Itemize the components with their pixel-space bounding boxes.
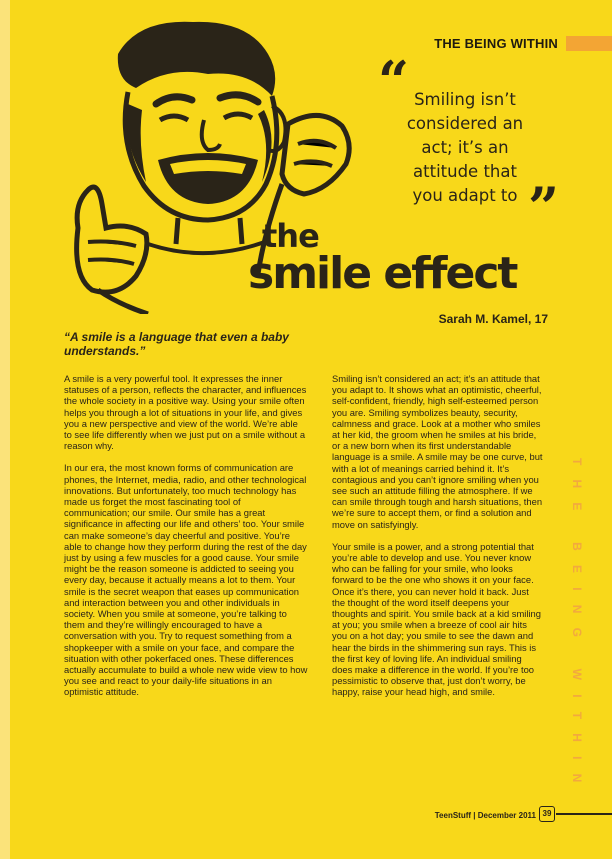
pull-quote: Smiling isn’t considered an act; it’s an attitude that you adapt to — [406, 90, 524, 205]
paragraph: Your smile is a power, and a strong potential that you’re able to develop and use. You never know who can be falling for your smile, who looks forward to be the one who shows it on your face. Once it’s there, you can never hold it back. Just the thought of the word itself deepens your thoughts and spirit. You smile back at a kid smiling at you; you smile when a breeze of cool air hits you on a hot day; you smile to see the dawn and hear the birds in the shimmering sun rays. This is the first key of loving life. An individual smiling does make a difference in the world. If you’re too pessimistic to observe that, just don’t worry, be happy, raise your head high, and smile. — [332, 540, 541, 698]
lead-quote: “A smile is a language that even a baby understands.” — [64, 330, 289, 358]
left-column — [64, 373, 308, 709]
left-edge-strip — [0, 0, 10, 859]
paragraph: Smiling isn’t considered an act; it’s an attitude that you adapt to. It shows what an optimistic, cheerful, self-confident, friendly, high self-esteemed person you are. Smiling symbolizes beauty, security, calmness and grace. Look at a mother who smiles at her kid, the groom when he smiles at his bride, or a new born when its first understandable language is a smile. A smile may be one curve, but with a lot of meanings carried behind it. It’s contagious and you can’t ignore smiling when you see such an attitude filling the atmosphere. If we can smile through tough and harsh situations, then we’re sure to accept them, or find a solution and move on satisfyingly. — [332, 373, 543, 530]
article-title: smile effect — [248, 248, 517, 299]
open-quote-icon: “ — [378, 49, 410, 113]
close-quote-icon: ” — [528, 175, 560, 239]
page-number-rule — [556, 813, 612, 815]
footer-credit: TeenStuff | December 2011 — [434, 811, 536, 820]
pull-quote-box — [378, 49, 578, 239]
paragraph: In our era, the most known forms of communication are phones, the Internet, media, radio, and other technological innovations. But unfortunately, too much technology has made us forget the most fascinating tool of communication; our smile. Our smile has a great significance in affecting our life and others’ too. Your smile can make someone’s day cheerful and positive. You’re able to change how they perform during the rest of the day just by using a few muscles for a good cause. Your smile might be the reason someone is addicted to seeing you every day, because it actually means a lot to them. Your smile is the secret weapon that eases up communication and interaction between you and other individuals in society. When you smile at someone, you’re talking to them and they’re willingly encouraged to have a conversation with you. Try to request something from a shopkeeper with a smile on your face, and compare the situation with other pokerfaced ones. These differences actually accumulate to build a whole new wide view to how you see and react to your daily-life situations in an optimistic attitude. — [64, 462, 308, 698]
side-label: THE BEING WITHIN — [570, 458, 584, 797]
section-title: THE BEING WITHIN — [434, 36, 558, 51]
article-title-small: the — [262, 217, 319, 255]
section-accent-bar — [566, 36, 612, 51]
page-number: 39 — [539, 806, 555, 822]
side-label-bar — [558, 458, 592, 818]
right-column — [332, 373, 544, 709]
author-byline: Sarah M. Kamel, 17 — [438, 312, 548, 326]
paragraph: A smile is a very powerful tool. It expresses the inner statuses of a person, reflects the character, and influences the whole society in a positive way. Using your smile often helps you through a lot of situations in your life, and gives you a new perspective and view of the world. We’re able to see life differently when we just put on a smile without a reason why. — [64, 373, 307, 452]
